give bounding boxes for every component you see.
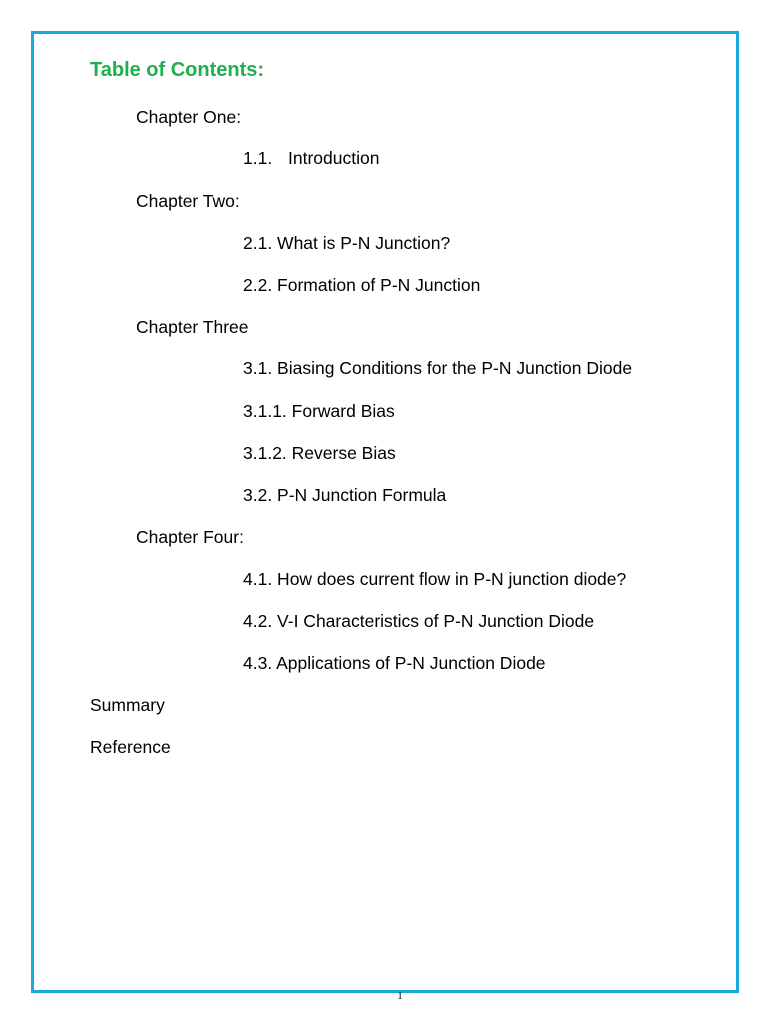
toc-reference: Reference [90, 737, 171, 757]
toc-section-3-1-1: 3.1.1. Forward Bias [243, 401, 395, 421]
toc-section-number: 1.1. [243, 148, 273, 168]
toc-chapter-two: Chapter Two: [136, 191, 240, 211]
toc-summary: Summary [90, 695, 165, 715]
toc-section-3-1-2: 3.1.2. Reverse Bias [243, 443, 396, 463]
page-border [31, 31, 739, 993]
toc-section-4-1: 4.1. How does current flow in P-N junction diode? [243, 569, 627, 589]
toc-section-3-1: 3.1. Biasing Conditions for the P-N Junction Diode [243, 358, 633, 378]
toc-section-4-2: 4.2. V-I Characteristics of P-N Junction Diode [243, 611, 595, 631]
toc-chapter-four: Chapter Four: [136, 527, 244, 547]
toc-section-label: Introduction [288, 148, 380, 168]
toc-section-2-2: 2.2. Formation of P-N Junction [243, 275, 481, 295]
toc-section-2-1: 2.1. What is P-N Junction? [243, 233, 451, 253]
toc-title: Table of Contents: [90, 59, 265, 81]
toc-section-3-2: 3.2. P-N Junction Formula [243, 485, 447, 505]
toc-chapter-three: Chapter Three [136, 317, 249, 337]
toc-section-4-3: 4.3. Applications of P-N Junction Diode [243, 653, 546, 673]
page-number: 1 [397, 990, 403, 1002]
toc-section-1-1 [243, 147, 379, 169]
toc-chapter-one: Chapter One: [136, 107, 242, 127]
